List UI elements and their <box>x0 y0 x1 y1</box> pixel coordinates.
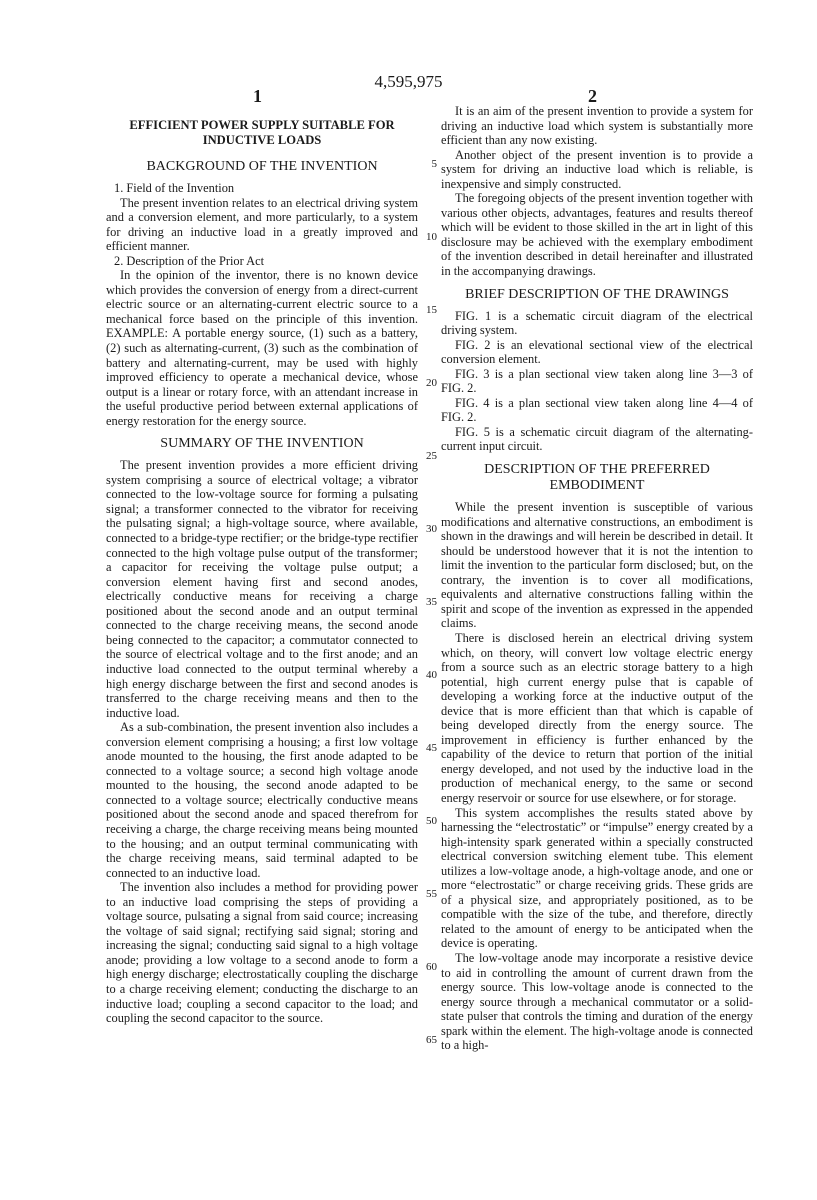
background-heading: BACKGROUND OF THE INVENTION <box>146 159 378 174</box>
patent-title: EFFICIENT POWER SUPPLY SUITABLE FOR INDUCTIVE LOADS <box>129 118 395 147</box>
aim-paragraph: It is an aim of the present invention to provide a system for driving an inductive load which system is substantially more efficient than any now existing. <box>441 104 753 148</box>
patent-number: 4,595,975 <box>374 72 443 91</box>
field-paragraph: The present invention relates to an electrical driving system and a conversion element, and more particularly, to a system for driving an inductive load in a greatly improved and efficient manner. <box>106 195 418 254</box>
summary-paragraph: The invention also includes a method for providing power to an inductive load comprising the steps of providing a voltage source, pulsating a signal from said cource; increasing the voltage of said signal; rectifying said signal; storing and increasing the signal; conducting said signal to a high voltage anode; providing a low voltage to a second anode to form a high energy discharge; electrostatically coupling the discharge to a charge receiving element; conducting the discharge to an inductive load; coupling a second capacitor to the load; and coupling the second capacitor to the source. <box>106 880 418 1026</box>
foregoing-paragraph: The foregoing objects of the present invention together with various other objects, advantages, features and results thereof which will be evident to those skilled in the art in light of this disclosure may be achieved with the exemplary embodiment of the invention described in detail hereinafter and illustrated in the accompanying drawings. <box>441 191 753 279</box>
preferred-embodiment-heading: DESCRIPTION OF THE PREFERRED EMBODIMENT <box>484 462 710 494</box>
line-number: 20 <box>426 377 437 389</box>
figure-description: FIG. 1 is a schematic circuit diagram of the electrical driving system. <box>441 308 753 338</box>
summary-paragraph: The present invention provides a more efficient driving system comprising a source of electrical voltage; a vibrator connected to the low-voltage source for forming a pulsating signal; a transformer connected to the vibrator for receiving the pulsating signal; a high-voltage source, where available, connected to a bridge-type rectifier; or the bridge-type rectifier connected to the high voltage pulse output of the transformer; a capacitor for receiving the voltage pulse output; a conversion element having first and second anodes, electrically conductive means for receiving a charge positioned about the second anode and an output terminal connected to the charge receiving means, the second anode being connected to the capacitor; a commutator connected to the source of electrical voltage and to the first anode; and an inductive load connected to the output terminal whereby a high energy discharge between the first and second anodes is transferred to the charge receiving means and then to the inductive load. <box>106 458 418 720</box>
left-column-number: 1 <box>253 86 262 106</box>
line-number: 60 <box>426 961 437 973</box>
left-column <box>106 104 418 1026</box>
right-column-number: 2 <box>588 86 597 106</box>
figure-description: FIG. 2 is an elevational sectional view of the electrical conversion element. <box>441 337 753 367</box>
right-column <box>441 104 753 1053</box>
figure-description: FIG. 5 is a schematic circuit diagram of the alternating-current input circuit. <box>441 424 753 454</box>
figure-description: FIG. 3 is a plan sectional view taken along line 3—3 of FIG. 2. <box>441 366 753 396</box>
drawings-heading: BRIEF DESCRIPTION OF THE DRAWINGS <box>465 286 729 302</box>
figure-description: FIG. 4 is a plan sectional view taken along line 4—4 of FIG. 2. <box>441 395 753 425</box>
summary-heading: SUMMARY OF THE INVENTION <box>160 436 364 452</box>
line-number: 55 <box>426 888 437 900</box>
prior-art-subheading: 2. Description of the Prior Act <box>114 253 265 268</box>
line-number: 50 <box>426 815 437 827</box>
line-number: 15 <box>426 304 437 316</box>
field-subheading: 1. Field of the Invention <box>114 181 235 195</box>
line-number: 30 <box>426 523 437 535</box>
object-paragraph: Another object of the present invention is to provide a system for driving an inductive load which is reliable, is inexpensive and simply constructed. <box>441 147 753 191</box>
embodiment-paragraph: This system accomplishes the results stated above by harnessing the “electrostatic” or “impulse” energy created by a high-intensity spark generated within a specially constructed electrical conversion switching element tube. This element utilizes a low-voltage anode, a high-voltage anode, and one or more “electrostatic” or charge receiving grids. These grids are of a physical size, and appropriately positioned, as to be compatible with the size of the tube, and therefore, directly related to the amount of energy to be anticipated when the device is operating. <box>441 805 753 951</box>
line-number: 65 <box>426 1034 437 1046</box>
prior-art-paragraph: In the opinion of the inventor, there is no known device which provides the conversion of energy from a direct-current electric source or an alternating-current electric source to a mechanical force based on the principle of this invention. EXAMPLE: A portable energy source, (1) such as a battery, (2) such as alternating-current, (3) such as the combination of battery and alternating-current, may be used with highly improved efficiency to operate a mechanical device, whose output is a linear or rotary force, with an attendant increase in the useful productive period between external applications of energy restoration for the energy source. <box>106 268 418 428</box>
summary-paragraph: As a sub-combination, the present invention also includes a conversion element comprising a housing; a first low voltage anode mounted to the housing, the first anode adapted to be connected to a voltage source; a second high voltage anode mounted to the housing, the second anode adapted to be connected to a voltage source; electrically conductive means positioned about the second anode and spaced therefrom for receiving a charge, the charge receiving means being mounted to the housing; and an output terminal communicating with the charge receiving means, said terminal adapted to be connected to an inductive load. <box>106 720 418 880</box>
line-number: 25 <box>426 450 437 462</box>
embodiment-paragraph: The low-voltage anode may incorporate a resistive device to aid in controlling the amount of current drawn from the energy source. This low-voltage anode is connected to the energy source through a mechanical commutator or a solid-state pulser that controls the timing and duration of the energy spark within the element. The high-voltage anode is connected to a high- <box>441 950 753 1053</box>
embodiment-paragraph: While the present invention is susceptible of various modifications and alternative constructions, an embodiment is shown in the drawings and will herein be described in detail. It should be understood however that it is not the intention to limit the invention to the particular form disclosed; but, on the contrary, the invention is to cover all modifications, equivalents and alternative constructions falling within the spirit and scope of the invention as expressed in the appended claims. <box>441 500 753 631</box>
line-number: 5 <box>431 158 437 170</box>
line-number: 35 <box>426 596 437 608</box>
line-number: 45 <box>426 742 437 754</box>
embodiment-paragraph: There is disclosed herein an electrical driving system which, on theory, will convert low voltage electric energy from a source such as an electric storage battery to a high potential, high current energy pulse that is capable of developing a working force at the inductive output of the device that is more efficient than that which is capable of being developed directly from the energy source. The improvement in efficiency is further enhanced by the capability of the device to return that portion of the initial energy developed, and not used by the inductive load in the production of mechanical energy, to the same or second energy reservoir or source for use elsewhere, or for storage. <box>441 630 753 805</box>
line-number: 40 <box>426 669 437 681</box>
line-number: 10 <box>426 231 437 243</box>
